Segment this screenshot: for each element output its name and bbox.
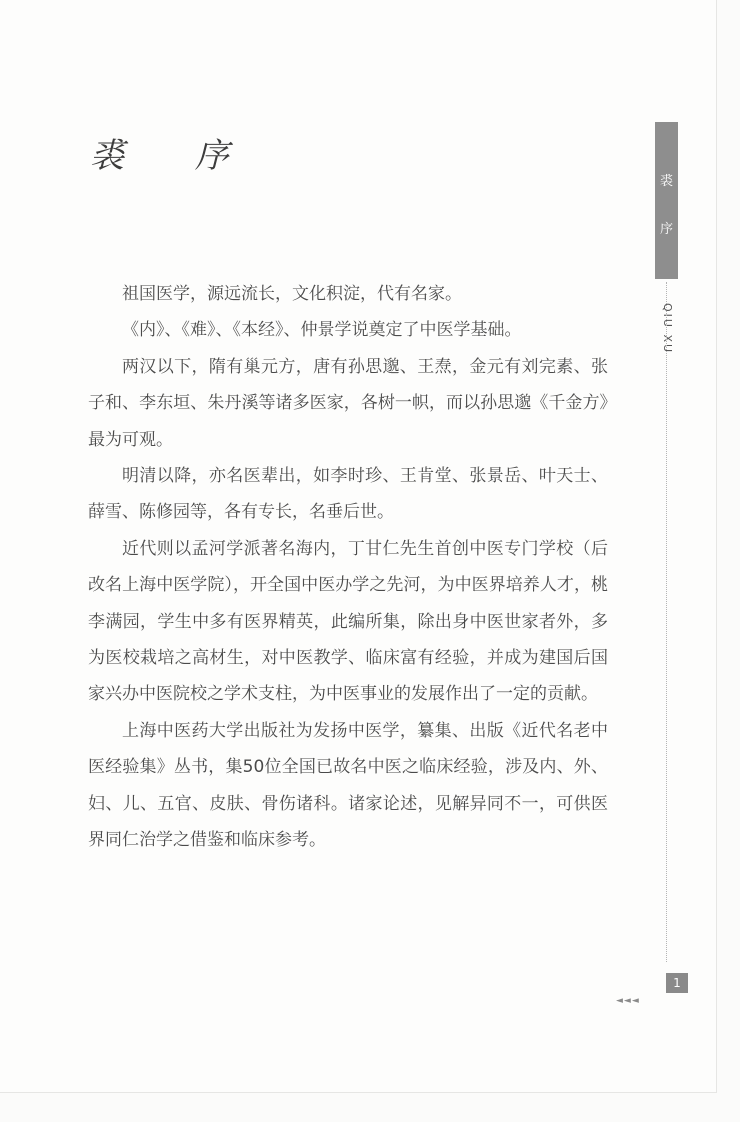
side-tab-pinyin: QIU XU xyxy=(661,303,674,355)
paragraph-6: 上海中医药大学出版社为发扬中医学，纂集、出版《近代名老中医经验集》丛书，集50位全国已故名中医之临床经验，涉及内、外、妇、儿、五官、皮肤、骨伤诸科。诸家论述，见解异同不一，可供医界同仁治学之借鉴和临床参考。 xyxy=(88,720,608,851)
page-arrows-icon: ◄◄◄ xyxy=(616,996,640,1006)
margin-dotted-rule xyxy=(666,282,667,962)
paragraph-3: 两汉以下，隋有巢元方，唐有孙思邈、王焘，金元有刘完素、张子和、李东垣、朱丹溪等诸多医家，各树一帜，而以孙思邈《千金方》最为可观。 xyxy=(88,356,608,450)
preface-body xyxy=(88,276,608,859)
paragraph-2: 《内》、《难》、《本经》、仲景学说奠定了中医学基础。 xyxy=(122,320,522,341)
page-title: 裘 序 xyxy=(90,136,259,176)
side-tab-char-xu: 序 xyxy=(659,222,673,237)
paragraph-1: 祖国医学，源远流长，文化积淀，代有名家。 xyxy=(122,284,462,304)
paragraph-5: 近代则以孟河学派著名海内，丁甘仁先生首创中医专门学校（后改名上海中医学院），开全国中医办学之先河，为中医界培养人才，桃李满园，学生中多有医界精英，此编所集，除出身中医世家者外，多为医校栽培之高材生，对中医教学、临床富有经验，并成为建国后国家兴办中医院校之学术支柱，为中医事业的发展作出了一定的贡献。 xyxy=(88,538,608,705)
section-side-tab xyxy=(655,122,678,279)
page-number-badge: 1 xyxy=(666,973,688,993)
paragraph-4: 明清以降，亦名医辈出，如李时珍、王肯堂、张景岳、叶天士、薛雪、陈修园等，各有专长，名垂后世。 xyxy=(88,466,608,523)
side-tab-char-qiu: 裘 xyxy=(659,174,673,189)
